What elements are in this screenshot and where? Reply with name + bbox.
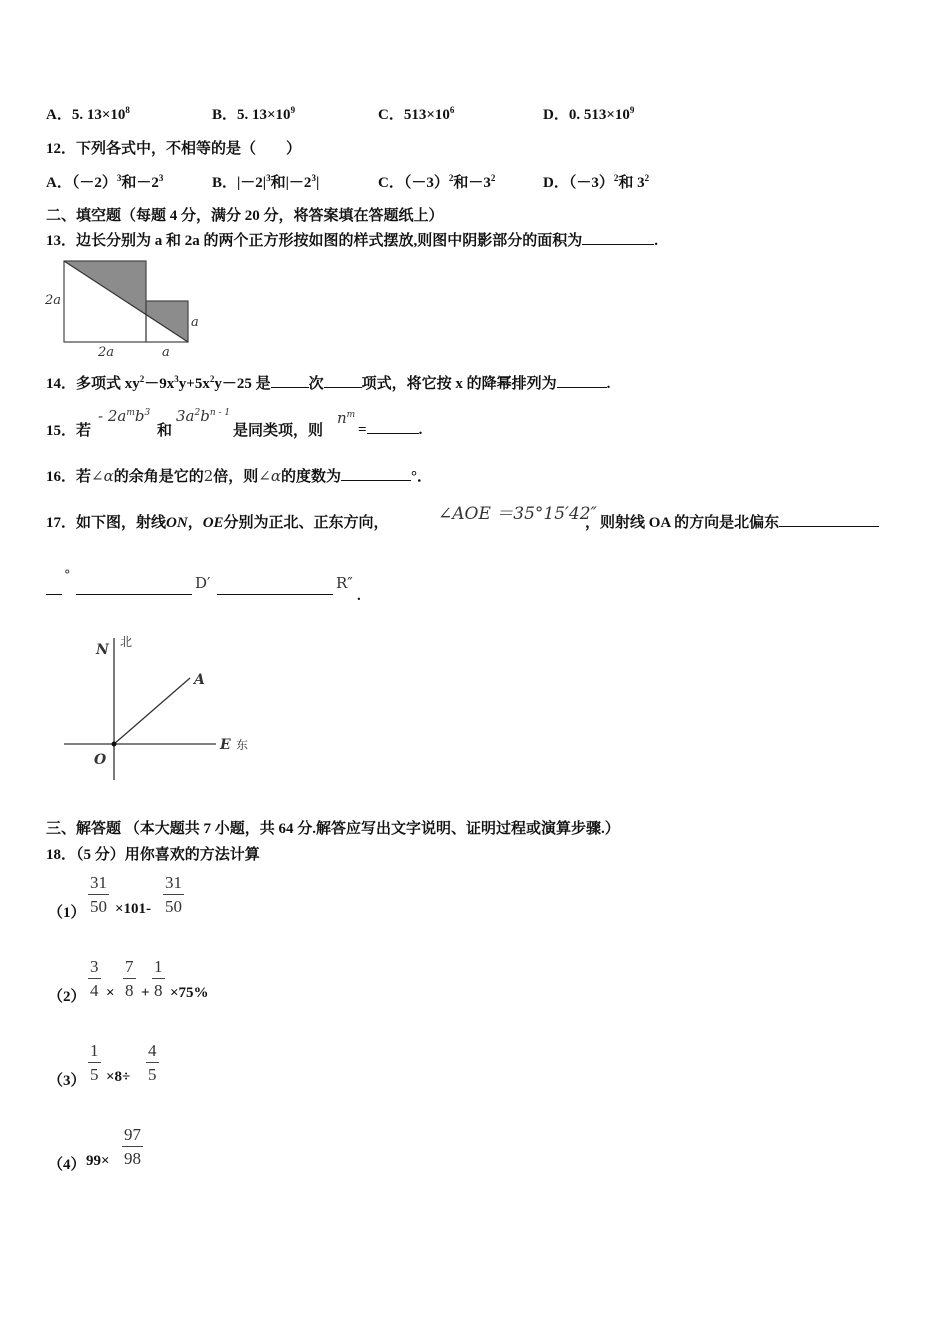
section-3-heading: 三、解答题 （本大题共 7 小题，共 64 分.解答应写出文字说明、证明过程或演算步骤.） bbox=[46, 821, 620, 837]
q14-order-blank bbox=[557, 373, 607, 388]
q17-angle-expression: ∠AOE ＝35°15′42″ bbox=[438, 504, 597, 524]
label-north: 北 bbox=[120, 635, 133, 649]
q17-blank-degrees bbox=[76, 594, 192, 595]
q18-part-1-label: （1） bbox=[48, 905, 86, 921]
q18-p2-op-1: × bbox=[106, 985, 115, 1001]
q18-p3-middle: ×8÷ bbox=[106, 1069, 131, 1085]
q12-option-d: D．$(-3)^2$和 $3^2$ bbox=[543, 173, 650, 191]
q18-p4-prefix: 99× bbox=[86, 1153, 110, 1169]
q15-and: 和 bbox=[157, 423, 173, 439]
q13-bottom-left-label: 2a bbox=[98, 345, 115, 360]
q18-p2-tail: ×75% bbox=[170, 985, 209, 1001]
q13-bottom-right-label: a bbox=[162, 345, 170, 360]
q11-option-c: C．$513\times 10^6$ bbox=[378, 105, 455, 123]
q18-p1-fraction-2: $\frac{31}{50}$ bbox=[165, 873, 182, 916]
q17-blank-minutes bbox=[217, 594, 333, 595]
q13-figure bbox=[40, 256, 210, 360]
q17-compass-figure bbox=[60, 630, 260, 782]
q18-part-3-label: （3） bbox=[48, 1073, 86, 1089]
q14-text: 14．多项式 $xy^2-9x^3y+5x^2y-25$ 是 次 项式，将它按 x 的降幂排列为 . bbox=[46, 374, 611, 392]
q17-second-mark: R″ bbox=[336, 574, 353, 592]
q18-p3-fraction-2: $\frac{4}{5}$ bbox=[148, 1041, 157, 1084]
q15-power: $n^m$ bbox=[337, 409, 356, 427]
q16-text: 16．若∠α的余角是它的2倍，则∠α的度数为 °． bbox=[46, 467, 433, 485]
q13-left-label: 2a bbox=[45, 293, 62, 308]
label-n: N bbox=[96, 642, 109, 658]
q18-p3-fraction-1: $\frac{1}{5}$ bbox=[90, 1041, 99, 1084]
q17-end-period: . bbox=[357, 588, 361, 604]
q15-middle: 是同类项，则 bbox=[233, 423, 324, 439]
q13-text: 13．边长分别为 a 和 2a 的两个正方形按如图的样式摆放,则图中阴影部分的面积为 . bbox=[46, 229, 658, 250]
q13-right-label: a bbox=[191, 315, 199, 330]
q18-p1-middle: ×101- bbox=[115, 901, 152, 917]
q18-stem: 18．（5 分）用你喜欢的方法计算 bbox=[46, 847, 260, 863]
origin-point bbox=[112, 742, 117, 747]
q16-answer-blank bbox=[341, 466, 411, 481]
q18-p4-fraction: $\frac{97}{98}$ bbox=[124, 1125, 141, 1168]
q15-monomial-1: - $2a^mb^3$ bbox=[98, 407, 151, 425]
q15-monomial-2: $3a^2b^{n - 1}$ bbox=[176, 407, 231, 425]
q17-blank-1 bbox=[779, 512, 879, 527]
q18-p2-op-2: + bbox=[141, 985, 150, 1001]
q12-option-a: A．$(-2)^3$和$-2^3$ bbox=[46, 173, 164, 191]
q18-p2-fraction-2: $\frac{7}{8}$ bbox=[125, 957, 134, 1000]
q18-p2-fraction-1: $\frac{3}{4}$ bbox=[90, 957, 99, 1000]
q13-answer-blank bbox=[582, 230, 654, 245]
q15-prefix: 15．若 bbox=[46, 423, 92, 439]
q11-option-b: B．5. $13\times 10^9$ bbox=[212, 105, 296, 123]
ray-oa bbox=[114, 678, 190, 744]
q14-degree-blank bbox=[271, 373, 309, 388]
label-e: E bbox=[220, 737, 231, 753]
label-o: O bbox=[94, 752, 107, 768]
label-a: A bbox=[194, 672, 205, 688]
q17-degree-mark: ° bbox=[64, 568, 71, 583]
q11-option-d: D．0. $513\times 10^9$ bbox=[543, 105, 635, 123]
label-east: 东 bbox=[236, 738, 249, 752]
q18-p1-fraction-1: $\frac{31}{50}$ bbox=[90, 873, 107, 916]
q12-option-b: B．$|-2|^3$和$|-2^3|$ bbox=[212, 173, 320, 191]
q14-terms-blank bbox=[324, 373, 362, 388]
q12-option-c: C．$(-3)^2$和$-3^2$ bbox=[378, 173, 496, 191]
q11-option-a: A．5. $13\times 10^8$ bbox=[46, 105, 130, 123]
section-2-heading: 二、填空题（每题 4 分，满分 20 分，将答案填在答题纸上） bbox=[46, 208, 444, 224]
q15-answer: = . bbox=[358, 419, 422, 439]
q15-answer-blank bbox=[367, 419, 419, 434]
q17-blank-lead bbox=[46, 594, 62, 595]
q18-part-2-label: （2） bbox=[48, 989, 86, 1005]
q18-p2-fraction-3: $\frac{1}{8}$ bbox=[154, 957, 163, 1000]
q17-text-end: ，则射线 OA 的方向是北偏东 bbox=[585, 511, 879, 532]
q18-part-4-label: （4） bbox=[48, 1157, 86, 1173]
q12-stem: 12．下列各式中，不相等的是（ ） bbox=[46, 141, 302, 157]
q17-minute-mark: D′ bbox=[195, 574, 211, 592]
q17-text-start: 17．如下图，射线ON，OE分别为正北、正东方向， bbox=[46, 515, 389, 531]
